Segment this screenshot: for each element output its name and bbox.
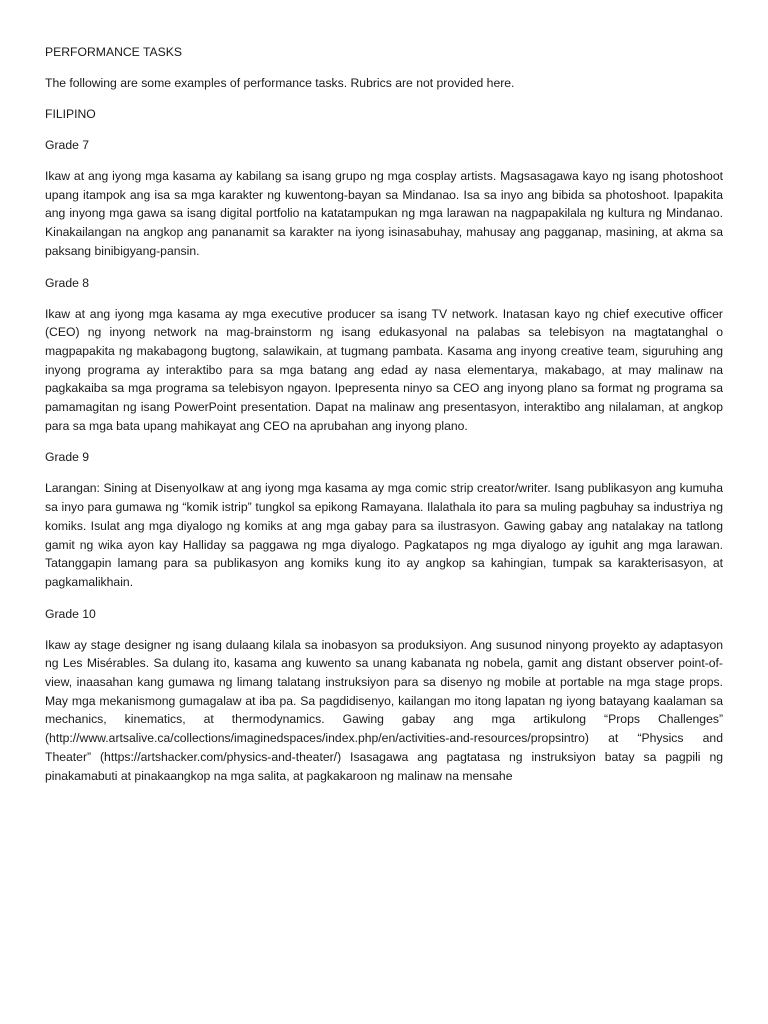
grade-10-task: Ikaw ay stage designer ng isang dulaang kilala sa inobasyon sa produksiyon. Ang susunod ninyong proyekto ay adaptasyon ng Les Misérables. Sa dulang ito, kasama ang kuwento sa unang kabanata ng nobela, gamit ang distant observer point-of-view, inaasahan kang gumawa ng limang talatang instruksiyon para sa disenyo ng mobile at portable na mga stage props. May mga mekanismong gumagalaw at iba pa. Sa pagdidisenyo, kailangan mo itong lapatan ng iyong batayang kaalaman sa mechanics, kinematics, at thermodynamics. Gawing gabay ang mga artikulong “Props Challenges” (http://www.artsalive.ca/collections/imaginedspaces/index.php/en/activities-and-resources/propsintro) at “Physics and Theater” (https://artshacker.com/physics-and-theater/) Isasagawa ang pagtatasa ng instruksiyon batay sa pagpili ng pinakamabuti at pinakaangkop na mga salita, at pagkakaroon ng malinaw na mensahe xyxy=(45,637,723,783)
subject-heading: FILIPINO xyxy=(45,107,96,121)
grade-9-task: Larangan: Sining at DisenyoIkaw at ang iyong mga kasama ay mga comic strip creator/writer. Isang publikasyon ang kumuha sa inyo para gumawa ng “komik istrip” tungkol sa epikong Ramayana. Ilalathala ito para sa muling pagbuhay sa industriya ng komiks. Isulat ang mga diyalogo ng komiks at ang mga gabay para sa ilustrasyon. Gawing gabay ang natalakay na tatlong gamit ng wika ayon kay Halliday sa paggawa ng mga diyalogo. Pagkatapos ng mga diyalogo ay iguhit ang mga larawan. Tatanggapin lamang para sa publikasyon ang komiks kung ito ay angkop sa kahingian, tumpak sa karakterisasyon, at pagkamalikhain. xyxy=(45,481,723,589)
grade-heading-7: Grade 7 xyxy=(45,138,90,152)
intro-text: The following are some examples of performance tasks. Rubrics are not provided here. xyxy=(45,76,515,90)
grade-heading-9: Grade 9 xyxy=(45,450,90,465)
grade-heading-10: Grade 10 xyxy=(45,606,96,621)
document-page xyxy=(45,43,723,798)
document-title: PERFORMANCE TASKS xyxy=(45,45,183,59)
grade-7-task: Ikaw at ang iyong mga kasama ay kabilang sa isang grupo ng mga cosplay artists. Magsasagawa kayo ng isang photoshoot upang itampok ang isa sa mga karakter ng kuwentong-bayan sa Mindanao. Isa sa inyo ang bibida sa photoshoot. Ipapakita ang inyong mga gawa sa isang digital portfolio na katatampukan ng mga larawan na nagpapakilala ng kultura ng Mindanao. Kinakailangan na angkop ang pananamit sa karakter na iyong isinasabuhay, mahusay ang pagganap, masining, at akma sa paksang binibigyang-pansin. xyxy=(45,169,723,258)
grade-heading-8: Grade 8 xyxy=(45,275,90,290)
grade-8-task: Ikaw at ang iyong mga kasama ay mga executive producer sa isang TV network. Inatasan kayo ng chief executive officer (CEO) ng inyong network na mag-brainstorm ng isang edukasyonal na palabas sa telebisyon na magtatanghal o magpapakita ng makabagong bugtong, salawikain, at tugmang pambata. Kasama ang inyong creative team, siguruhing ang inyong programa ay interaktibo para sa mga batang ang edad ay nasa elementarya, makabago, at may malinaw na pagkakaiba sa mga programa sa telebisyon ngayon. Ipepresenta ninyo sa CEO ang inyong plano sa format ng programa sa pamamagitan ng isang PowerPoint presentation. Dapat na malinaw ang presentasyon, interaktibo ang nilalaman, at angkop para sa mga bata upang mahikayat ang CEO na aprubahan ang inyong plano. xyxy=(45,306,723,433)
